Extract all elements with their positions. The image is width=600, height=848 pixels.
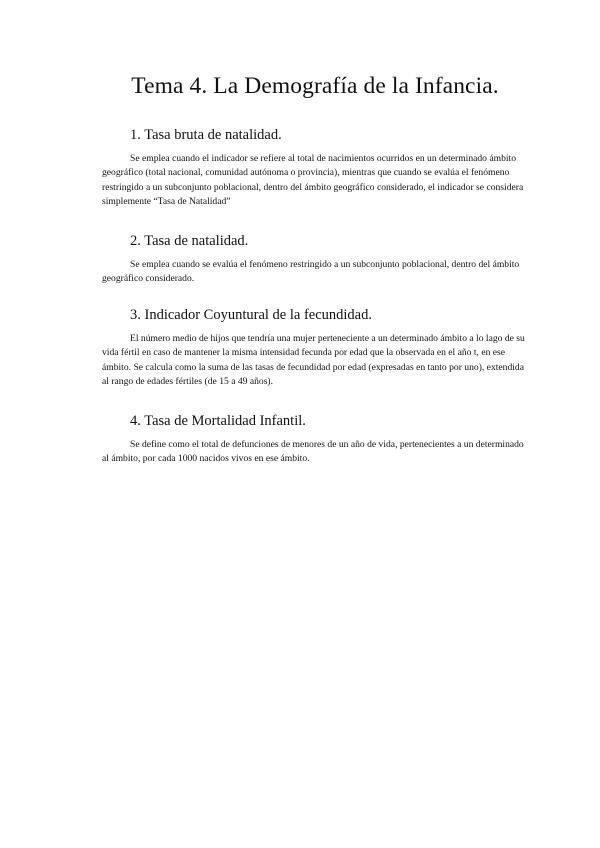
section-paragraph: El número medio de hijos que tendría una mujer perteneciente a un determinado ámbito a lo lago de su vida fértil en caso de mantener la misma intensidad fecunda por edad que la observada en el año t, en ese ámbito. Se calcula como la suma de las tasas de fecundidad por edad (expresadas en tanto por uno), extendida al rango de edades fértiles (de 15 a 49 años).: [102, 333, 525, 387]
section-tasa-natalidad: [102, 232, 532, 287]
section-paragraph: Se define como el total de defunciones de menores de un año de vida, pertenecientes a un determinado al ámbito, por cada 1000 nacidos vivos en ese ámbito.: [102, 439, 524, 465]
section-mortalidad-infantil: [102, 412, 532, 467]
page-title: Tema 4. La Demografía de la Infancia.: [131, 73, 499, 99]
section-tasa-bruta-natalidad: [102, 126, 532, 209]
section-paragraph: Se emplea cuando el indicador se refiere al total de nacimientos ocurridos en un determinado ámbito geográfico (total nacional, comunidad autónoma o provincia), mientras que cuando se evalúa el fenómeno restringido a un subconjunto poblacional, dentro del ámbito geográfico considerado, el indicador se considera simplemente “Tasa de Natalidad”: [102, 153, 524, 207]
section-indicador-coyuntural: [102, 306, 532, 389]
section-heading: 1. Tasa bruta de natalidad.: [130, 127, 282, 143]
section-paragraph: Se emplea cuando se evalúa el fenómeno restringido a un subconjunto poblacional, dentro del ámbito geográfico considerado.: [102, 259, 520, 285]
section-heading: 3. Indicador Coyuntural de la fecundidad.: [130, 307, 372, 323]
section-heading: 4. Tasa de Mortalidad Infantil.: [130, 413, 306, 429]
section-heading: 2. Tasa de natalidad.: [130, 233, 249, 249]
